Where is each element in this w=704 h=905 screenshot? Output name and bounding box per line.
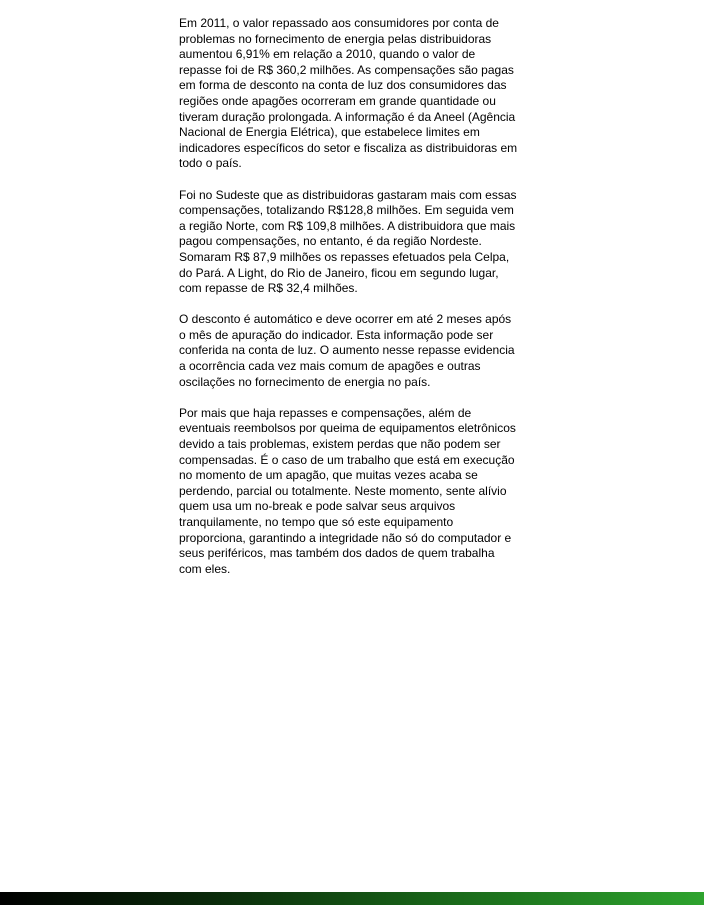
footer-gradient-bar [0,892,704,905]
article-paragraph-2: Foi no Sudeste que as distribuidoras gastaram mais com essas compensações, totalizando R$128,8 milhões. Em seguida vem a região Norte, com R$ 109,8 milhões. A distribuidora que mais pagou compensações, no entanto, é da região Nordeste. Somaram R$ 87,9 milhões os repasses efetuados pela Celpa, do Pará. A Light, do Rio de Janeiro, ficou em segundo lugar, com repasse de R$ 32,4 milhões. [179,187,517,296]
article-paragraph-3: O desconto é automático e deve ocorrer em até 2 meses após o mês de apuração do indicador. Esta informação pode ser conferida na conta de luz. O aumento nesse repasse evidencia a ocorrência cada vez mais comum de apagões e outras oscilações no fornecimento de energia no país. [179,312,515,389]
article-paragraph-1: Em 2011, o valor repassado aos consumidores por conta de problemas no fornecimento de energia pelas distribuidoras aumentou 6,91% em relação a 2010, quando o valor de repasse foi de R$ 360,2 milhões. As compensações são pagas em forma de desconto na conta de luz dos consumidores das regiões onde apagões ocorreram em grande quantidade ou tiveram duração prolongada. A informação é da Aneel (Agência Nacional de Energia Elétrica), que estabelece limites em indicadores específicos do setor e fiscaliza as distribuidoras em todo o país. [179,16,518,171]
article-paragraph-4: Por mais que haja repasses e compensações, além de eventuais reembolsos por queima de equipamentos eletrônicos devido a tais problemas, existem perdas que não podem ser compensadas. É o caso de um trabalho que está em execução no momento de um apagão, que muitas vezes acaba se perdendo, parcial ou totalmente. Neste momento, sente alívio quem usa um no-break e pode salvar seus arquivos tranquilamente, no tempo que só este equipamento proporciona, garantindo a integridade não só do computador e seus periféricos, mas também dos dados de quem trabalha com eles. [179,405,516,576]
article-body [179,16,519,593]
